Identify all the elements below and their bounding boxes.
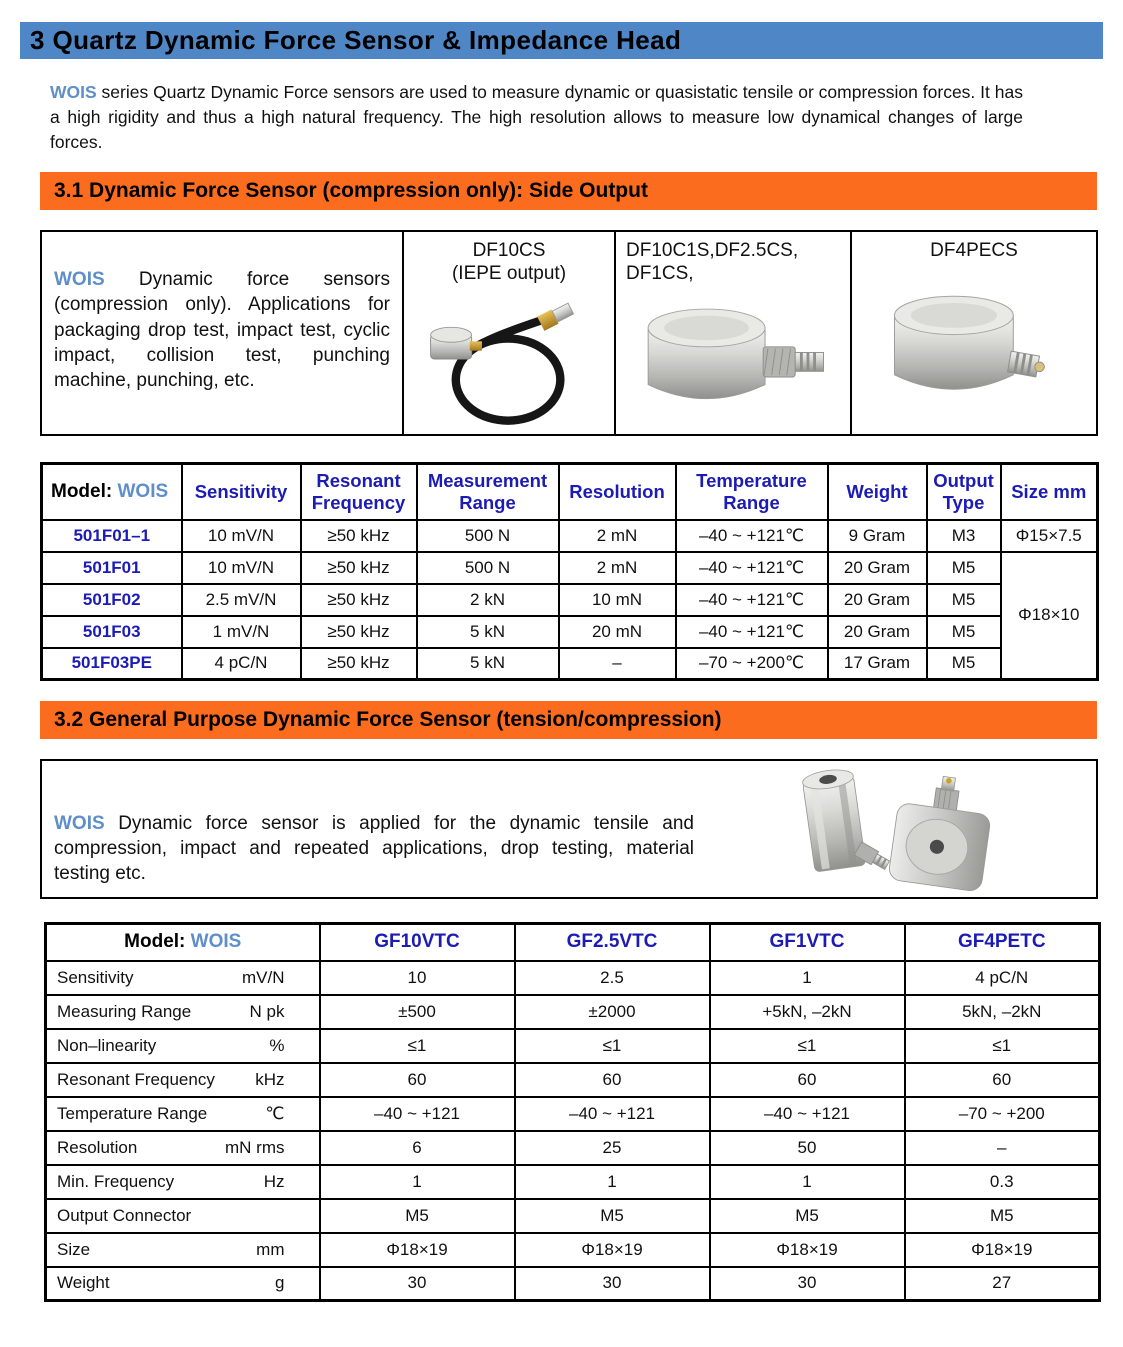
model-cell: 501F01 — [42, 552, 182, 584]
brand-name: WOIS — [50, 82, 97, 102]
param-cell — [46, 1131, 320, 1165]
product-label: DF10CS (IEPE output) — [451, 240, 567, 284]
param-cell — [46, 1165, 320, 1199]
table-row: Min. Frequency Hz 1 1 1 0.3 — [46, 1165, 1100, 1199]
col-header-model: Model: WOIS — [42, 464, 182, 520]
section-3-title-bar — [20, 22, 1103, 59]
param-label: Weight — [57, 1273, 110, 1293]
col-header-temperature-range: Temperature Range — [676, 464, 828, 520]
gf-sensors-photo — [746, 761, 1046, 897]
brand-name: WOIS — [190, 931, 242, 953]
brand-name: WOIS — [54, 269, 105, 290]
table-row: Output Connector M5 M5 M5 M5 — [46, 1199, 1100, 1233]
col-header-measurement-range: Measurement Range — [417, 464, 559, 520]
col-header-sensitivity: Sensitivity — [182, 464, 301, 520]
param-label: Sensitivity — [57, 967, 134, 987]
col-header-gf4petc: GF4PETC — [905, 924, 1100, 961]
model-cell: 501F01–1 — [42, 520, 182, 552]
col-header-model: Model: WOIS — [46, 924, 320, 961]
table-row: Non–linearity % ≤1 ≤1 ≤1 ≤1 — [46, 1029, 1100, 1063]
param-cell — [46, 1199, 320, 1233]
intro-text: series Quartz Dynamic Force sensors are used to measure dynamic or quasistatic tensile or compression forces. It has a high rigidity and thus a high natural frequency. The high resolution allows to measure low dynamical changes of large forces. — [50, 82, 1023, 152]
model-cell: 501F02 — [42, 584, 182, 616]
df10cs-photo — [404, 286, 614, 434]
table-row: Weight g 30 30 30 27 — [46, 1267, 1100, 1301]
general-purpose-spec-table — [44, 922, 1101, 1302]
table-row: 501F03 1 mV/N ≥50 kHz 5 kN 20 mN –40 ~ +121℃ 20 Gram M5 — [42, 616, 1098, 648]
table-row: 501F01–1 10 mV/N ≥50 kHz 500 N 2 mN –40 ~ +121℃ 9 Gram M3 Φ15×7.5 — [42, 520, 1098, 552]
table-row: 501F02 2.5 mV/N ≥50 kHz 2 kN 10 mN –40 ~ +121℃ 20 Gram M5 — [42, 584, 1098, 616]
table-header-row — [42, 464, 1098, 520]
section-3-2-title: 3.2 General Purpose Dynamic Force Sensor (tension/compression) — [54, 708, 722, 731]
param-cell — [46, 1097, 320, 1131]
param-unit: g — [275, 1273, 285, 1293]
col-header-output-type: Output Type — [927, 464, 1001, 520]
table-header-row — [46, 924, 1100, 961]
product-description-cell — [42, 232, 402, 434]
col-header-gf10vtc: GF10VTC — [320, 924, 515, 961]
page — [0, 22, 1123, 1302]
model-cell: 501F03 — [42, 616, 182, 648]
param-label: Size — [57, 1239, 91, 1259]
col-header-gf2-5vtc: GF2.5VTC — [515, 924, 710, 961]
param-unit: Hz — [263, 1171, 285, 1191]
page-title: 3 Quartz Dynamic Force Sensor & Impedance Head — [30, 25, 682, 55]
brand-name: WOIS — [54, 813, 105, 834]
product-label: DF4PECS — [930, 240, 1018, 261]
product-overview-box — [40, 230, 1098, 436]
df4pecs-photo — [852, 263, 1096, 434]
param-cell — [46, 1063, 320, 1097]
param-unit: % — [269, 1035, 285, 1055]
param-unit: ℃ — [265, 1103, 285, 1123]
param-unit: N pk — [249, 1001, 285, 1021]
param-cell — [46, 1233, 320, 1267]
param-label: Resolution — [57, 1137, 138, 1157]
brand-name: WOIS — [117, 480, 169, 502]
table-row: 501F01 10 mV/N ≥50 kHz 500 N 2 mN –40 ~ +121℃ 20 Gram M5 Φ18×10 — [42, 552, 1098, 584]
param-label: Temperature Range — [57, 1103, 208, 1123]
merged-size-cell: Φ18×10 — [1001, 552, 1098, 680]
product-description: WOIS Dynamic force sensors (compression only). Applications for packaging drop test, impact test, cyclic impact, collision test, punching machine, punching, etc. — [54, 269, 390, 392]
param-cell — [46, 961, 320, 995]
param-label: Resonant Frequency — [57, 1069, 215, 1089]
section-3-1-title: 3.1 Dynamic Force Sensor (compression only): Side Output — [54, 179, 648, 202]
param-cell — [46, 1267, 320, 1301]
df10c1s-photo — [616, 286, 850, 434]
general-purpose-box — [40, 759, 1098, 899]
col-header-weight: Weight — [828, 464, 927, 520]
table-row: Sensitivity mV/N 10 2.5 1 4 pC/N — [46, 961, 1100, 995]
product-cell-df10cs — [402, 232, 614, 434]
col-header-size: Size mm — [1001, 464, 1098, 520]
general-purpose-description: WOIS Dynamic force sensor is applied for the dynamic tensile and compression, impact and repeated applications, drop testing, material testing etc. — [54, 813, 694, 885]
col-header-resonant-frequency: Resonant Frequency — [301, 464, 417, 520]
param-label: Output Connector — [57, 1205, 192, 1225]
model-cell: 501F03PE — [42, 648, 182, 680]
param-unit: kHz — [255, 1069, 285, 1089]
param-label: Non–linearity — [57, 1035, 157, 1055]
table-row: 501F03PE 4 pC/N ≥50 kHz 5 kN – –70 ~ +200℃ 17 Gram M5 — [42, 648, 1098, 680]
table-row: Measuring Range N pk ±500 ±2000 +5kN, –2kN 5kN, –2kN — [46, 995, 1100, 1029]
table-row: Resonant Frequency kHz 60 60 60 60 — [46, 1063, 1100, 1097]
product-cell-df4pecs — [850, 232, 1096, 434]
param-unit: mN rms — [225, 1137, 285, 1157]
param-cell — [46, 1029, 320, 1063]
param-cell — [46, 995, 320, 1029]
product-label: DF10C1S,DF2.5CS, DF1CS, — [626, 240, 799, 284]
param-label: Min. Frequency — [57, 1171, 175, 1191]
product-cell-df10c1s — [614, 232, 850, 434]
col-header-resolution: Resolution — [559, 464, 676, 520]
intro-paragraph — [50, 80, 1023, 155]
col-header-gf1vtc: GF1VTC — [710, 924, 905, 961]
table-row: Temperature Range ℃ –40 ~ +121 –40 ~ +121 –40 ~ +121 –70 ~ +200 — [46, 1097, 1100, 1131]
param-label: Measuring Range — [57, 1001, 192, 1021]
table-row: Size mm Φ18×19 Φ18×19 Φ18×19 Φ18×19 — [46, 1233, 1100, 1267]
section-3-2-header — [40, 701, 1097, 739]
section-3-1-header — [40, 172, 1097, 210]
param-unit: mV/N — [242, 967, 285, 987]
compression-sensor-spec-table — [40, 462, 1099, 681]
table-row: Resolution mN rms 6 25 50 – — [46, 1131, 1100, 1165]
param-unit: mm — [256, 1239, 285, 1259]
